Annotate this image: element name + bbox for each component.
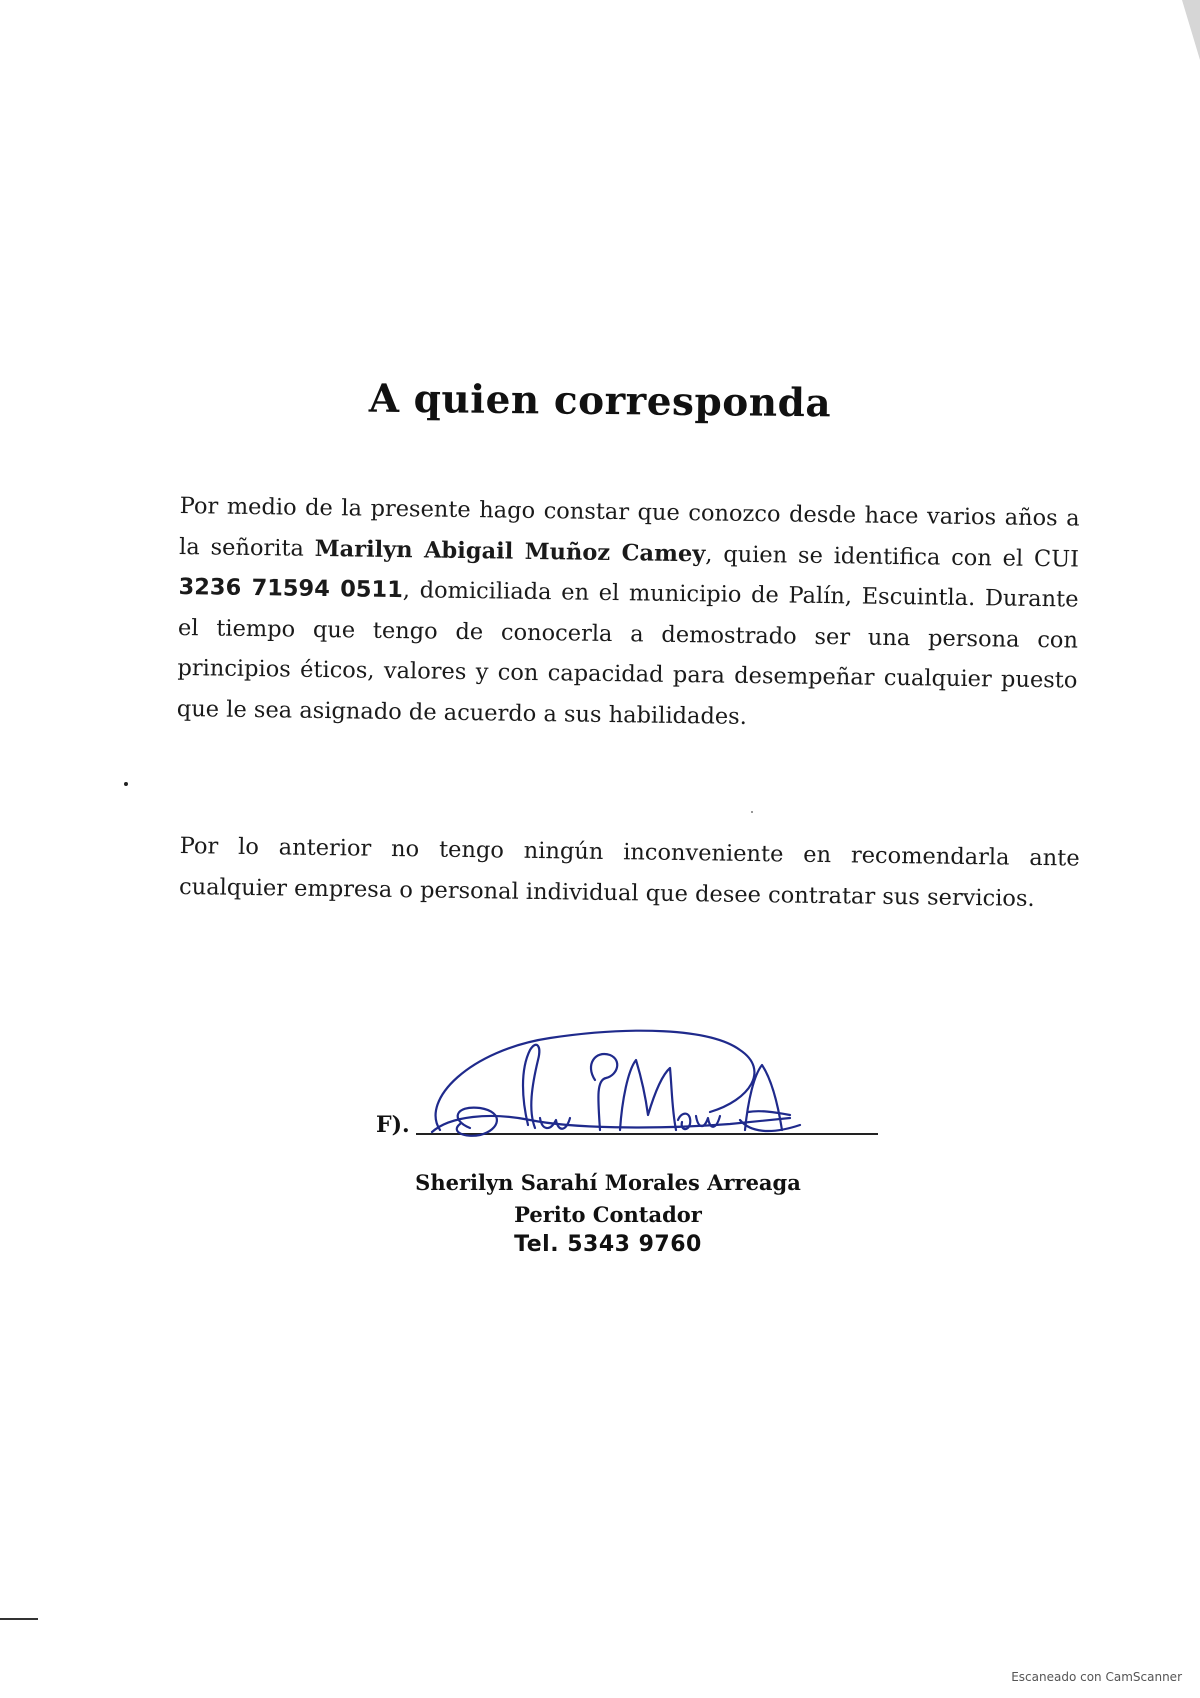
cui-number: 3236 71594 0511 (178, 573, 404, 604)
scan-speck (751, 811, 753, 813)
signature-prefix: F). (376, 1112, 410, 1138)
paragraph-text: Por medio de la presente hago constar que conozco desde hace varios años a la señorita (178, 492, 1080, 562)
signer-phone: Tel. 5343 9760 (514, 1232, 702, 1257)
page-title: A quien corresponda (368, 375, 832, 427)
scanner-watermark: Escaneado con CamScanner (1011, 1670, 1182, 1684)
body-paragraph-2: Por lo anterior no tengo ningún inconveniente en recomendarla ante cualquier empresa o personal individual que desee contratar sus servicios. (178, 832, 1080, 912)
paragraph-text: , quien se identifica con el CUI (705, 540, 1080, 573)
handwritten-signature (410, 1020, 810, 1155)
signer-name: Sherilyn Sarahí Morales Arreaga (415, 1170, 801, 1195)
signer-role: Perito Contador (514, 1202, 702, 1227)
scan-speck (124, 782, 128, 786)
candidate-name: Marilyn Abigail Muñoz Camey (314, 535, 706, 567)
paragraph-text: , domiciliada en el municipio de Palín, Escuintla. Durante el tiempo que tengo de conocerla a demostrado ser una persona con principios éticos, valores y con capacidad para desempeñar cualquier puesto que le sea asignado de acuerdo a sus habilidades. (176, 577, 1079, 730)
scan-edge-mark (0, 1618, 38, 1620)
page-corner-fold (1170, 0, 1200, 60)
body-paragraph-1 (177, 486, 1080, 742)
